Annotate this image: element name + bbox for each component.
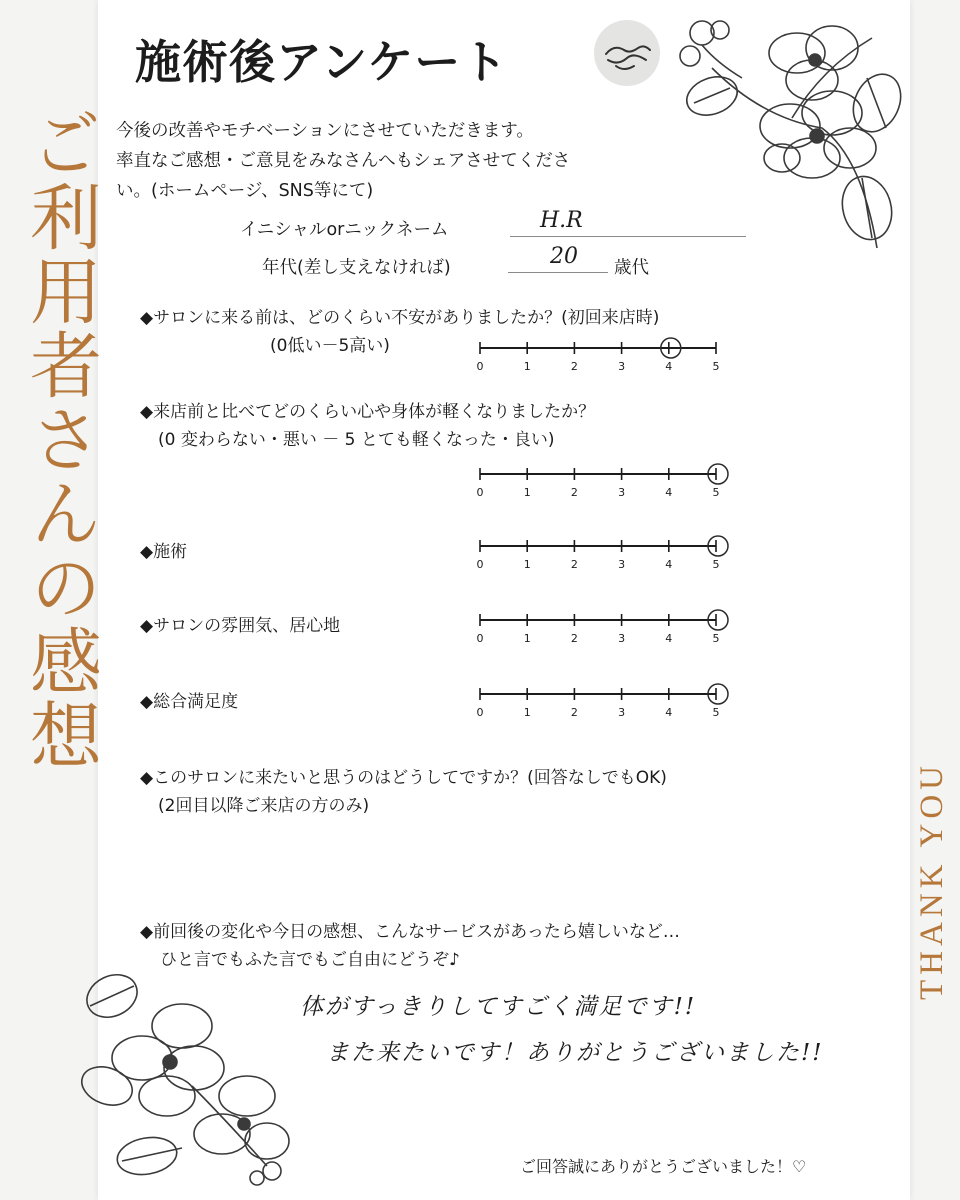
scale-tick-label: 1 — [523, 706, 531, 719]
flower-illustration-bottom — [72, 966, 294, 1192]
question-lightness — [140, 398, 595, 454]
scale-tick-label: 5 — [712, 632, 720, 645]
question-text: ◆このサロンに来たいと思うのはどうしてですか？(回答なしでもOK) — [140, 768, 667, 788]
age-label: 年代(差し支えなければ) — [262, 258, 451, 278]
question-text: ◆サロンの雰囲気、居心地 — [140, 616, 341, 636]
scale-tick-label: 4 — [665, 558, 673, 571]
handshake-icon — [594, 20, 660, 86]
scale-tick-label: 3 — [618, 558, 626, 571]
scale-tick-label: 0 — [476, 486, 484, 499]
scale-tick-label: 5 — [712, 558, 720, 571]
scale-tick-label: 2 — [570, 486, 578, 499]
scale-tick-label: 1 — [523, 360, 531, 373]
question-reason — [140, 764, 667, 820]
question-treatment — [140, 538, 187, 566]
scale-tick-label: 3 — [618, 632, 626, 645]
question-text: ◆施術 — [140, 542, 188, 562]
question-comment — [140, 918, 680, 974]
scale-tick-label: 3 — [618, 486, 626, 499]
scale-svg — [472, 534, 736, 574]
scale-tick-label: 2 — [570, 706, 578, 719]
intro-line: 率直なご感想・ご意見をみなさんへもシェアさせてくださ — [116, 151, 571, 171]
question-scale-note: (0低い－5高い) — [270, 336, 390, 356]
scale-tick-label: 0 — [476, 706, 484, 719]
thank-you-text: THANK YOU — [914, 760, 950, 1000]
scale-tick-label: 2 — [570, 360, 578, 373]
scale-tick-label: 4 — [665, 486, 673, 499]
question-text: ◆サロンに来る前は、どのくらい不安がありましたか？(初回来店時) — [140, 308, 660, 328]
scale-tick-label: 1 — [523, 486, 531, 499]
age-underline — [508, 272, 608, 273]
scale-tick-label: 2 — [570, 632, 578, 645]
scale-svg — [472, 682, 736, 722]
rating-scale-anxiety — [472, 336, 736, 376]
scale-tick-label: 4 — [665, 706, 673, 719]
scale-tick-label: 1 — [523, 558, 531, 571]
scale-tick-label: 5 — [712, 486, 720, 499]
scale-tick-label: 2 — [570, 558, 578, 571]
age-suffix: 歳代 — [614, 258, 649, 278]
question-text: ◆前回後の変化や今日の感想、こんなサービスがあったら嬉しいなど… — [140, 922, 680, 942]
footer-thanks: ご回答誠にありがとうございました！♡ — [520, 1157, 807, 1176]
scale-tick-label: 5 — [712, 360, 720, 373]
handwritten-comment-line: また来たいです！ありがとうございました!! — [326, 1040, 824, 1066]
question-scale-note: (0 変わらない・悪い － 5 とても軽くなった・良い) — [158, 430, 555, 450]
rating-scale-treatment — [472, 534, 736, 574]
scale-svg — [472, 608, 736, 648]
scale-tick-label: 1 — [523, 632, 531, 645]
initial-value: H.R — [540, 208, 583, 233]
scale-tick-label: 3 — [618, 360, 626, 373]
intro-line: い。(ホームページ、SNS等にて) — [116, 181, 374, 201]
initial-underline — [510, 236, 746, 237]
initial-label: イニシャルorニックネーム — [240, 220, 449, 240]
scale-tick-label: 0 — [476, 360, 484, 373]
question-text: ◆来店前と比べてどのくらい心や身体が軽くなりましたか？ — [140, 402, 596, 422]
question-note: ひと言でもふた言でもご自由にどうぞ♪ — [160, 950, 460, 970]
scale-svg — [472, 336, 736, 376]
scale-tick-label: 3 — [618, 706, 626, 719]
side-title: ご利用者さんの感想 — [18, 106, 102, 772]
intro-line: 今後の改善やモチベーションにさせていただきます。 — [116, 121, 534, 141]
scale-tick-label: 0 — [476, 632, 484, 645]
rating-scale-atmosphere — [472, 608, 736, 648]
age-value: 20 — [550, 244, 578, 269]
question-overall — [140, 688, 238, 716]
scale-tick-label: 0 — [476, 558, 484, 571]
question-note: (2回目以降ご来店の方のみ) — [158, 796, 370, 816]
scale-tick-label: 4 — [665, 632, 673, 645]
question-atmosphere — [140, 612, 340, 640]
rating-scale-lightness — [472, 462, 736, 502]
scale-tick-label: 4 — [665, 360, 673, 373]
question-text: ◆総合満足度 — [140, 692, 239, 712]
scale-svg — [472, 462, 736, 502]
page-title: 施術後アンケート — [135, 35, 509, 89]
handwritten-comment-line: 体がすっきりしてすごく満足です!! — [300, 994, 697, 1020]
rating-scale-overall — [472, 682, 736, 722]
scale-tick-label: 5 — [712, 706, 720, 719]
intro-text — [116, 116, 716, 206]
